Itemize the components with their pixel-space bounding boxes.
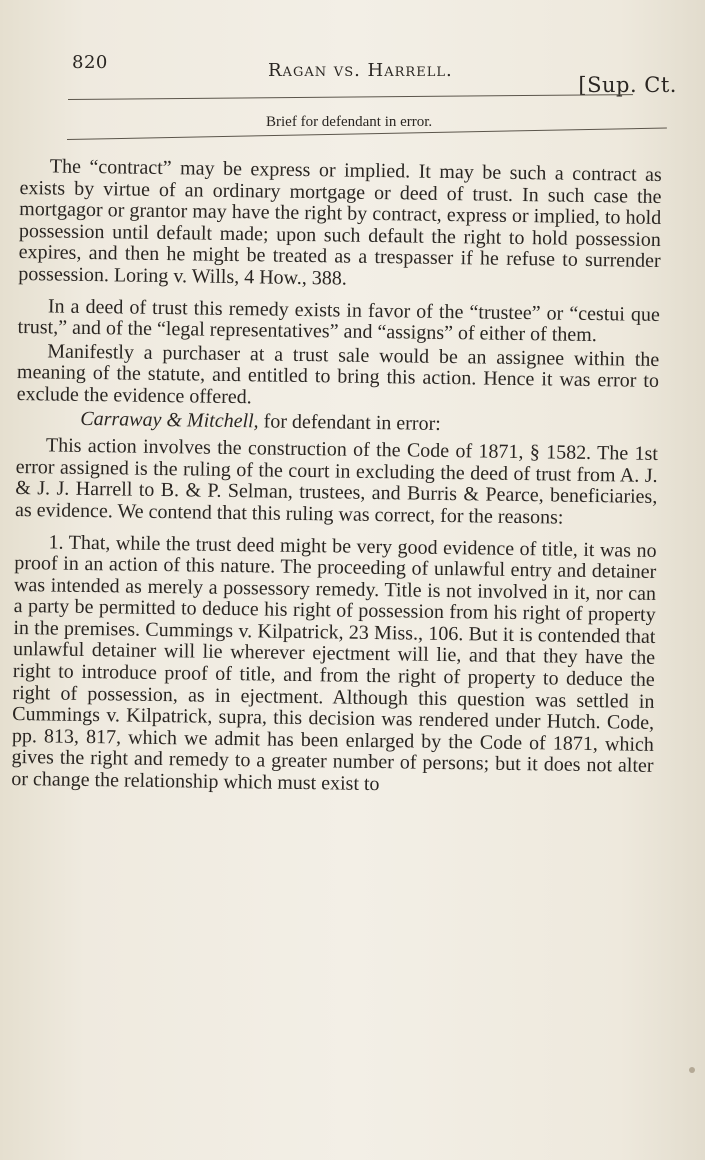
counsel-role: for defendant in error: xyxy=(258,409,441,435)
paragraph-contract: The “contract” may be express or implied. It may be such a contract as exists by virtue of an ordinary mortgage or deed of trust. In such case the mortgagor or grantor may have the right by contract, express or implied, to hold possession until default made; upon such default the right to hold possession expires, and then he might be treated as a trespasser if he refuse to surrender possession. Loring v. Wills, 4 How., 388. xyxy=(18,155,662,290)
counsel-names: Carraway & Mitchell, xyxy=(80,407,259,432)
court-abbreviation: [Sup. Ct. xyxy=(578,73,677,97)
brief-heading: Brief for defendant in error. xyxy=(266,114,433,130)
paragraph-purchaser: Manifestly a purchaser at a trust sale would be an assignee within the meaning of the statute, and entitled to bring this action. Hence it was error to exclude the evidence offered. xyxy=(16,340,660,409)
paper-stain xyxy=(689,1067,695,1073)
paragraph-construction: This action involves the construction of the Code of 1871, § 1582. The 1st error assigned is the ruling of the court in excluding the deed of trust from A. J. & J. J. Harrell to B. & P. Selman, trustees, and Burris & Pearce, beneficiaries, as evidence. We contend that this ruling was correct, for the reasons: xyxy=(14,434,659,529)
page-number: 820 xyxy=(72,52,108,73)
running-title: Ragan vs. Harrell. xyxy=(268,60,453,81)
header-rule-top xyxy=(68,94,633,100)
paragraph-point-one: 1. That, while the trust deed might be very good evidence of title, it was no proof in an action of this nature. The proceeding of unlawful entry and detainer was intended as merely a possessory remedy. Title is not involved in it, nor can a party be permitted to deduce his right of possession from his right of property in the premises. Cummings v. Kilpatrick, 23 Miss., 106. But it is contended that unlawful detainer will lie wherever ejectment will lie, and that they have the right to introduce proof of title, and from the right of property to deduce the right of possession, as in ejectment. Although this question was settled in Cummings v. Kilpatrick, supra, this decision was rendered under Hutch. Code, pp. 813, 817, which we admit has been enlarged by the Code of 1871, which gives the right and remedy to a greater number of persons; but it does not alter or change the relationship which must exist to xyxy=(11,530,657,796)
paragraph-deed-of-trust: In a deed of trust this remedy exists in favor of the “trustee” or “cestui que trust,” and of the “legal representatives” and “assigns” of either of them. xyxy=(17,294,661,347)
page-body xyxy=(11,156,662,810)
